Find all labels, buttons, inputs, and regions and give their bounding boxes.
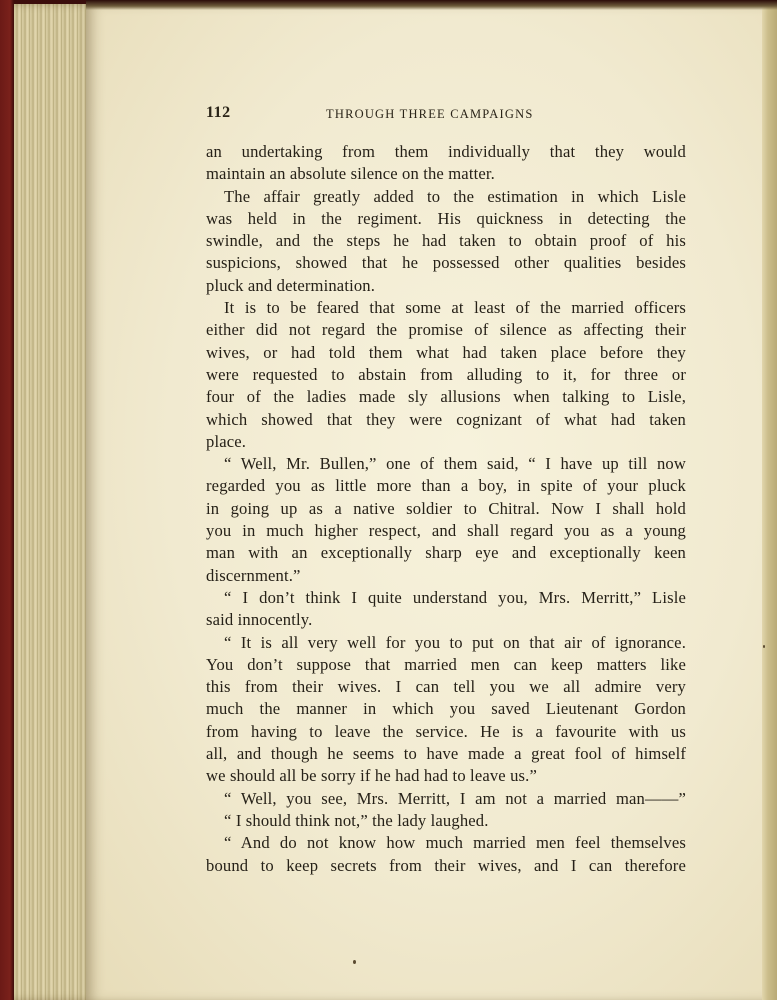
text-line: You don’t suppose that married men can keep matters like [206, 654, 686, 674]
text-line: place. [206, 431, 247, 451]
text-line: regarded you as little more than a boy, in spite of your pluck [206, 476, 686, 496]
text-line: “ I should think not,” the lady laughed. [224, 810, 489, 830]
running-title: THROUGH THREE CAMPAIGNS [326, 107, 534, 121]
text-line: maintain an absolute silence on the matter. [206, 164, 495, 184]
body-text [206, 141, 686, 877]
page-stack-edges [14, 4, 94, 1000]
paper-speck [353, 960, 356, 964]
text-line: “ Well, you see, Mrs. Merritt, I am not a married man——” [224, 788, 686, 808]
top-shadow [86, 0, 777, 10]
text-line: pluck and determination. [206, 275, 376, 295]
text-line: “ And do not know how much married men feel themselves [224, 833, 686, 853]
text-line: “ Well, Mr. Bullen,” one of them said, “ I have up till now [224, 454, 686, 474]
text-line: all, and though he seems to have made a great fool of himself [206, 744, 686, 764]
text-line: this from their wives. I can tell you we all admire very [206, 677, 686, 697]
text-line: discernment.” [206, 565, 301, 585]
page-right-edge [762, 0, 777, 1000]
text-line: “ It is all very well for you to put on that air of ignorance. [224, 632, 686, 652]
text-line: either did not regard the promise of silence as affecting their [206, 320, 686, 340]
text-line: It is to be feared that some at least of the married officers [224, 298, 686, 318]
text-line: were requested to abstain from alluding to it, for three or [206, 364, 686, 384]
text-line: much the manner in which you saved Lieutenant Gordon [206, 699, 686, 719]
page-number: 112 [206, 104, 231, 121]
text-line: “ I don’t think I quite understand you, Mrs. Merritt,” Lisle [224, 587, 686, 607]
text-line: bound to keep secrets from their wives, and I can therefore [206, 855, 686, 875]
text-line: four of the ladies made sly allusions when talking to Lisle, [206, 387, 686, 407]
text-line: swindle, and the steps he had taken to obtain proof of his [206, 231, 686, 251]
text-line: suspicions, showed that he possessed other qualities besides [206, 253, 686, 273]
text-line: we should all be sorry if he had had to leave us.” [206, 766, 537, 786]
text-line: man with an exceptionally sharp eye and exceptionally keen [206, 543, 686, 563]
paper-speck [763, 645, 765, 648]
text-line: in going up as a native soldier to Chitral. Now I shall hold [206, 498, 686, 518]
text-line: you in much higher respect, and shall regard you as a young [206, 521, 686, 541]
text-line: which showed that they were cognizant of what had taken [206, 409, 686, 429]
text-line: said innocently. [206, 610, 313, 630]
page-header [206, 104, 686, 126]
text-line: was held in the regiment. His quickness in detecting the [206, 208, 686, 228]
text-line: from having to leave the service. He is a favourite with us [206, 721, 686, 741]
text-line: The affair greatly added to the estimation in which Lisle [224, 186, 686, 206]
text-line: wives, or had told them what had taken place before they [206, 342, 686, 362]
text-line: an undertaking from them individually that they would [206, 142, 686, 161]
